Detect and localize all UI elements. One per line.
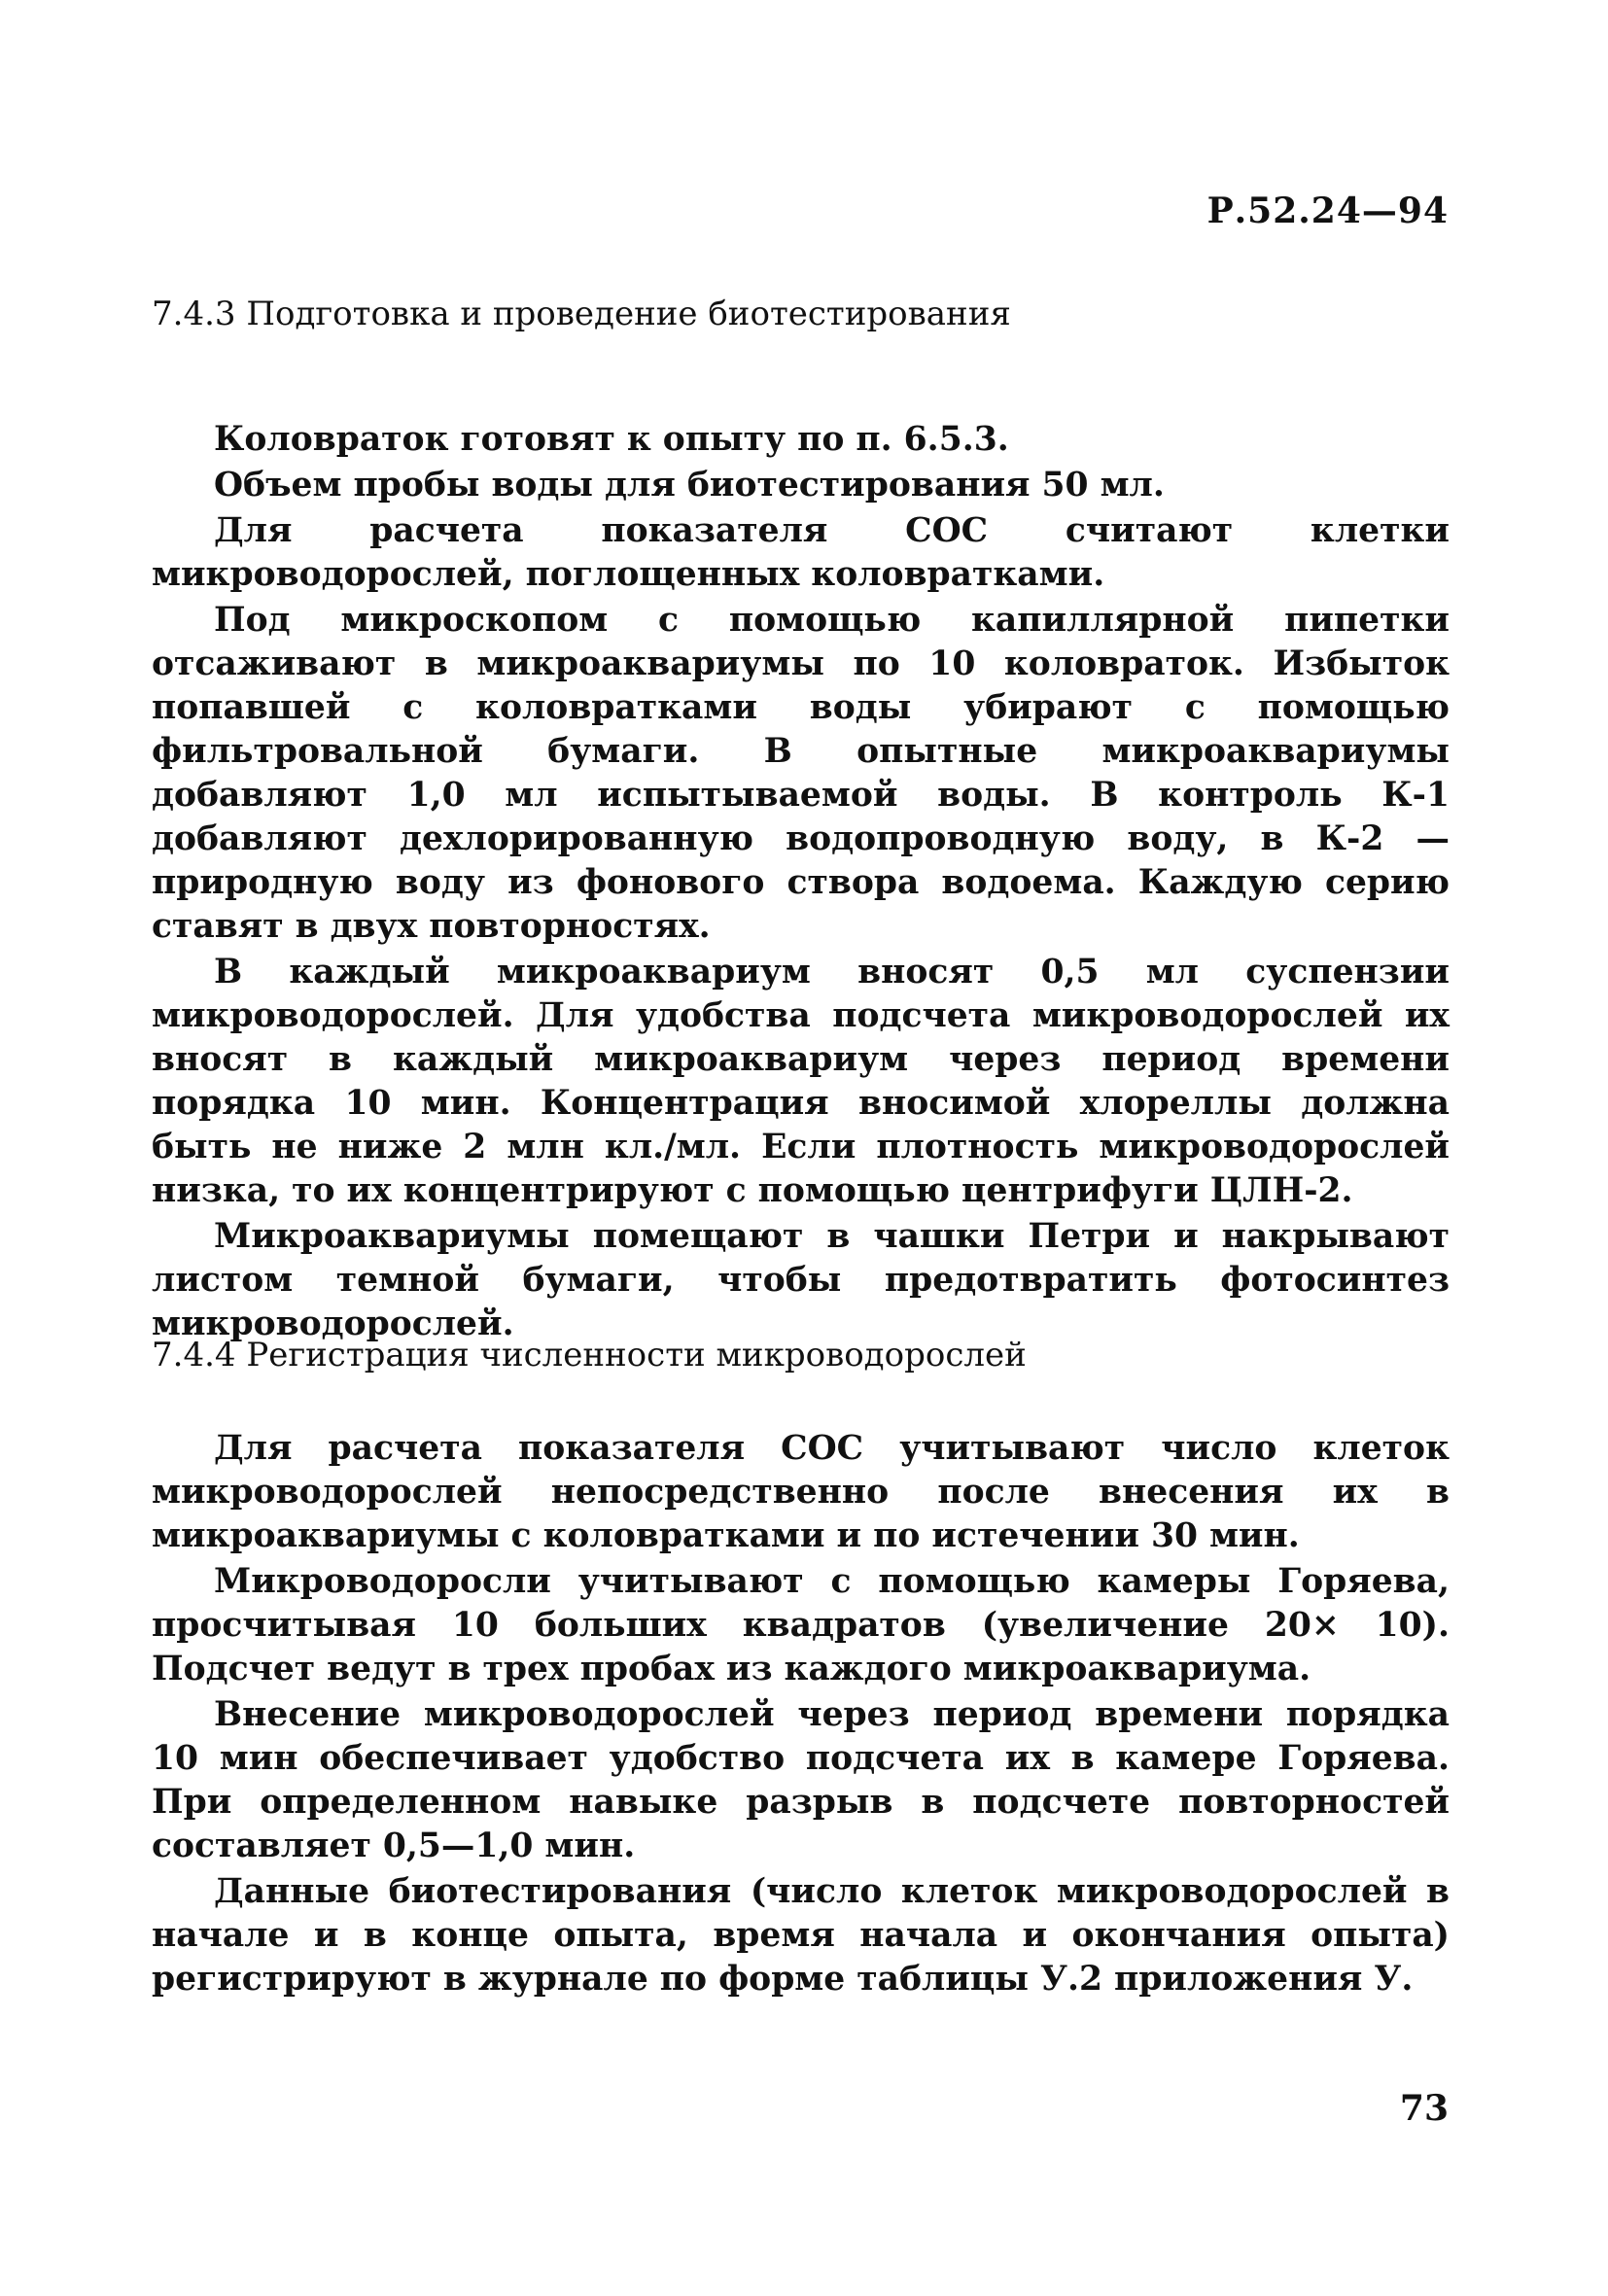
paragraph: Под микроскопом с помощью капиллярной пипетки отсаживают в микроаквариумы по 10 коловраток. Избыток попавшей с коловратками воды убирают с помощью фильтровальной бумаги. В опытные микроаквариумы добавляют 1,0 мл испытываемой воды. В контроль К-1 добавляют дехлорированную водопроводную воду, в К-2 — природную воду из фонового створа водоема. Каждую серию ставят в двух повторностях.: [152, 601, 1450, 946]
section-heading: 7.4.3 Подготовка и проведение биотестирования: [152, 295, 1011, 333]
section-body: [152, 418, 1450, 1348]
paragraph: Для расчета показателя СОС считают клетки микроводорослей, поглощенных коловратками.: [152, 511, 1450, 594]
paragraph: Объем пробы воды для биотестирования 50 мл.: [214, 466, 1165, 504]
paragraph: Коловраток готовят к опыту по п. 6.5.3.: [214, 420, 1009, 459]
document-code: Р.52.24—94: [1206, 191, 1449, 231]
section-heading: 7.4.4 Регистрация численности микроводорослей: [152, 1336, 1027, 1374]
section-body: [152, 1427, 1450, 2003]
paragraph: В каждый микроаквариум вносят 0,5 мл суспензии микроводорослей. Для удобства подсчета микроводорослей их вносят в каждый микроаквариум через период времени порядка 10 мин. Концентрация вносимой хлореллы должна быть не ниже 2 млн кл./мл. Если плотность микроводорослей низка, то их концентрируют с помощью центрифуги ЦЛН-2.: [152, 953, 1450, 1210]
paragraph: Микроводоросли учитывают с помощью камеры Горяева, просчитывая 10 больших квадратов (увеличение 20× 10). Подсчет ведут в трех пробах из каждого микроаквариума.: [152, 1562, 1450, 1688]
paragraph: Микроаквариумы помещают в чашки Петри и накрывают листом темной бумаги, чтобы предотвратить фотосинтез микроводорослей.: [152, 1217, 1450, 1343]
page-number: 73: [1399, 2088, 1449, 2129]
paragraph: Внесение микроводорослей через период времени порядка 10 мин обеспечивает удобство подсчета их в камере Горяева. При определенном навыке разрыв в подсчете повторностей составляет 0,5—1,0 мин.: [152, 1695, 1450, 1865]
paragraph: Данные биотестирования (число клеток микроводорослей в начале и в конце опыта, время начала и окончания опыта) регистрируют в журнале по форме таблицы У.2 приложения У.: [152, 1872, 1450, 1999]
paragraph: Для расчета показателя СОС учитывают число клеток микроводорослей непосредственно после внесения их в микроаквариумы с коловратками и по истечении 30 мин.: [152, 1429, 1450, 1555]
